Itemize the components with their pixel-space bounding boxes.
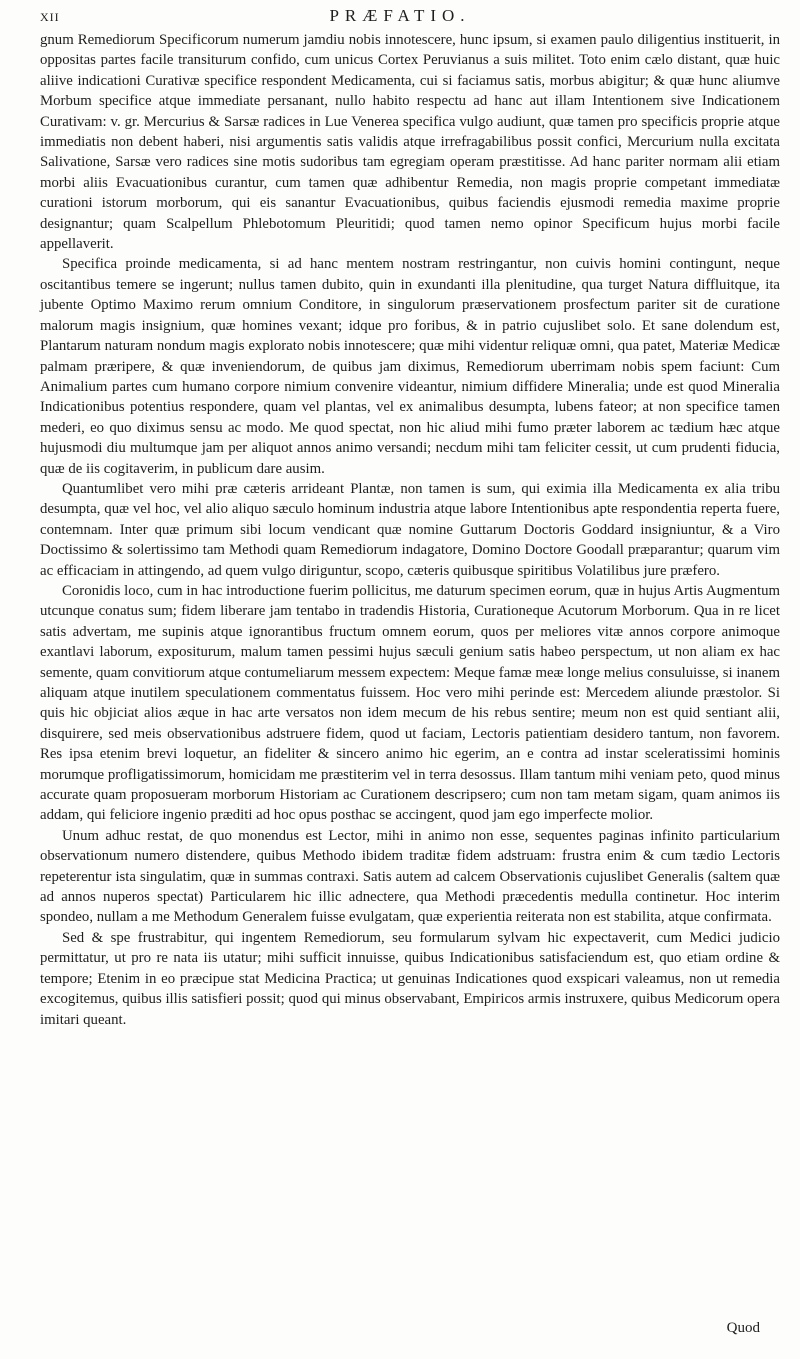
- paragraph: Quantumlibet vero mihi præ cæteris arrideant Plantæ, non tamen is sum, qui eximia illa Medicamenta ex alia tribu desumpta, quæ vel hoc, vel alio aliquo sæculo hominum industria atque labore Intentionibus apte respondentia reperta fuere, contemnam. Inter quæ primum sibi locum vendicant quæ nomine Guttarum Doctoris Goddard insigniuntur, & a Viro Doctissimo & solertissimo tam Methodi quam Remediorum indagatore, Domino Doctore Goodall præparantur; quarum vim ac efficaciam in attingendo, ad quem vulgo diriguntur, scopo, cæteris quibusque spiritibus Volatilibus jure præfero.: [40, 480, 780, 579]
- body-text: [40, 30, 780, 1030]
- running-title: PRÆFATIO.: [329, 6, 471, 25]
- catchword: Quod: [726, 1320, 760, 1336]
- paragraph: Specifica proinde medicamenta, si ad hanc mentem nostram restringantur, non cuivis homini contingunt, neque oscitantibus temere se ingerunt; nullus tamen dubito, quin in exundanti illa plenitudine, qua turget Natura diffluitque, ita jubente Optimo Maximo rerum omnium Conditore, in singulorum præservationem prosfectum pariter sit de curatione malorum magis insignium, quæ homines vexant; idque pro foribus, & in patrio cujuslibet solo. Et sane dolendum est, Plantarum naturam nondum magis explorato nobis innotescere; quæ mihi videntur reliquæ omni, qua patet, Materiæ Medicæ palmam præripere, & quæ inveniendorum, de quibus jam diximus, Remediorum uberrimam nobis spem faciunt: Cum Animalium partes cum humano corpore nimium convenire videantur, nimium diffidere Mineralia; unde est quod Mineralia Indicationibus potentius respondere, quam vel plantas, vel ex animalibus desumpta, lubens fateor; at non specifice tamen mederi, eo quo diximus sensu ac modo. Me quod spectat, non hic aliud mihi fumo præter laborem ac tædium hæc atque hujusmodi diu multumque jam per aliquot annos animo versandi; necdum mihi tam feliciter cessit, ut cum prudenti fiducia, quæ de iis cogitaverim, in publicum dare ausim.: [40, 256, 780, 477]
- paragraph: Sed & spe frustrabitur, qui ingentem Remediorum, seu formularum sylvam hic expectaverit, cum Medici judicio permittatur, ut pro re nata iis utatur; mihi sufficit innuisse, quibus Indicationibus satisfaciendum est, quo etiam ordine & tempore; Etenim in eo præcipue stat Medicina Practica; ut genuinas Indicationes quod exspicari valeamus, non ut remedia excogitemus, quibus illis satisfieri possit; quod qui minus observabant, Empiricos armis instruxere, quibus Medicorum opera imitari queant.: [40, 929, 780, 1028]
- page-number: XII: [40, 10, 60, 24]
- paragraph: gnum Remediorum Specificorum numerum jamdiu nobis innotescere, hunc ipsum, si examen paulo diligentius instituerit, in oppositas partes facile transiturum confido, cum unicus Cortex Peruvianus a suis militet. Toto enim cælo distant, quæ huic aliive indicationi Curativæ specifice respondent Medicamenta, cui si faciamus satis, morbus abigitur; & quæ hunc aliumve Morbum specifice atque immediate persanant, nullo habito respectu ad hanc aut illam Intentionem sive Indicationem Curativam: v. gr. Mercurius & Sarsæ radices in Lue Venerea specifica vulgo audiunt, quæ tamen pro specificis proprie atque immediatis non debent haberi, nisi argumentis satis validis atque irrefragabilibus possit confici, Mercurium nulla excitata Salivatione, Sarsæ vero radices sine motis sudoribus tam egregiam operam præstitisse. Ad hanc pariter normam alii etiam morbi aliis Evacuationibus curantur, cum tamen quæ adhibentur Remedia, non magis proprie competant immediatæ curationi istorum morborum, qui eis sanantur Evacuationibus, quibus faciendis ejusmodi remedia maxime proprie designantur; quam Scalpellum Phlebotomum Pleuritidi; quod tamen nemo opinor Specificum hujus morbi facile appellaverit.: [40, 32, 780, 253]
- paragraph: Unum adhuc restat, de quo monendus est Lector, mihi in animo non esse, sequentes paginas infinito particularium observationum numero distendere, quibus Methodo ibidem traditæ fidem adstruam: frustra enim & cum tædio Lectoris repeterentur ista singulatim, quæ in summas contraxi. Satis autem ad calcem Observationis cujuslibet Generalis (saltem quæ ad annos nuperos spectat) Particularem hic illic adnectere, qua Methodi præcedentis medulla continetur. Hoc interim spondeo, nullam a me Methodum Generalem fuisse evulgatam, quæ experientia reiterata non est stabilita, atque confirmata.: [40, 827, 780, 926]
- page-header: [40, 6, 760, 28]
- paragraph: Coronidis loco, cum in hac introductione fuerim pollicitus, me daturum specimen eorum, quæ in hujus Artis Augmentum utcunque conatus sum; fidem liberare jam tentabo in tradendis Historia, Curationeque Acutorum Morborum. Qua in re licet satis advertam, me supinis atque ignorantibus fructum omnem eorum, quos per meliores vitæ annos corpore animoque exantlavi laborum, expositurum, malum tamen pessimi hujus sæculi genium satis habeo perspectum, ut non aliam ex hac semente, quam convitiorum atque contumeliarum messem expectem: Meque famæ meæ longe melius consuluisse, si inanem aliquam atque inutilem speculationem commentatus fuissem. Hoc vero mihi perinde est: Mercedem aliunde præstolor. Si quis hic objiciat alios æque in hac arte versatos non idem mecum de his rebus sentire; meum non est quid sentiant alii, disquirere, sed meis observationibus adstruere fidem, quod ut faciam, Lectoris patientiam desidero tantum, non favorem. Res ipsa etenim brevi loquetur, an fideliter & sincero animo hic egerim, an e contra ad instar sceleratissimi hominis morumque profligatissimorum, homicidam me præstiterim vel in terra desossus. Illam tantum mihi veniam peto, quod minus accurate quam proposueram morborum Historiam ac Curationem descripsero; cum non tam metam sigam, quam animos iis addam, qui feliciore ingenio præditi ad hoc opus posthac se accingent, quod jam ego imperfecte molior.: [40, 582, 780, 824]
